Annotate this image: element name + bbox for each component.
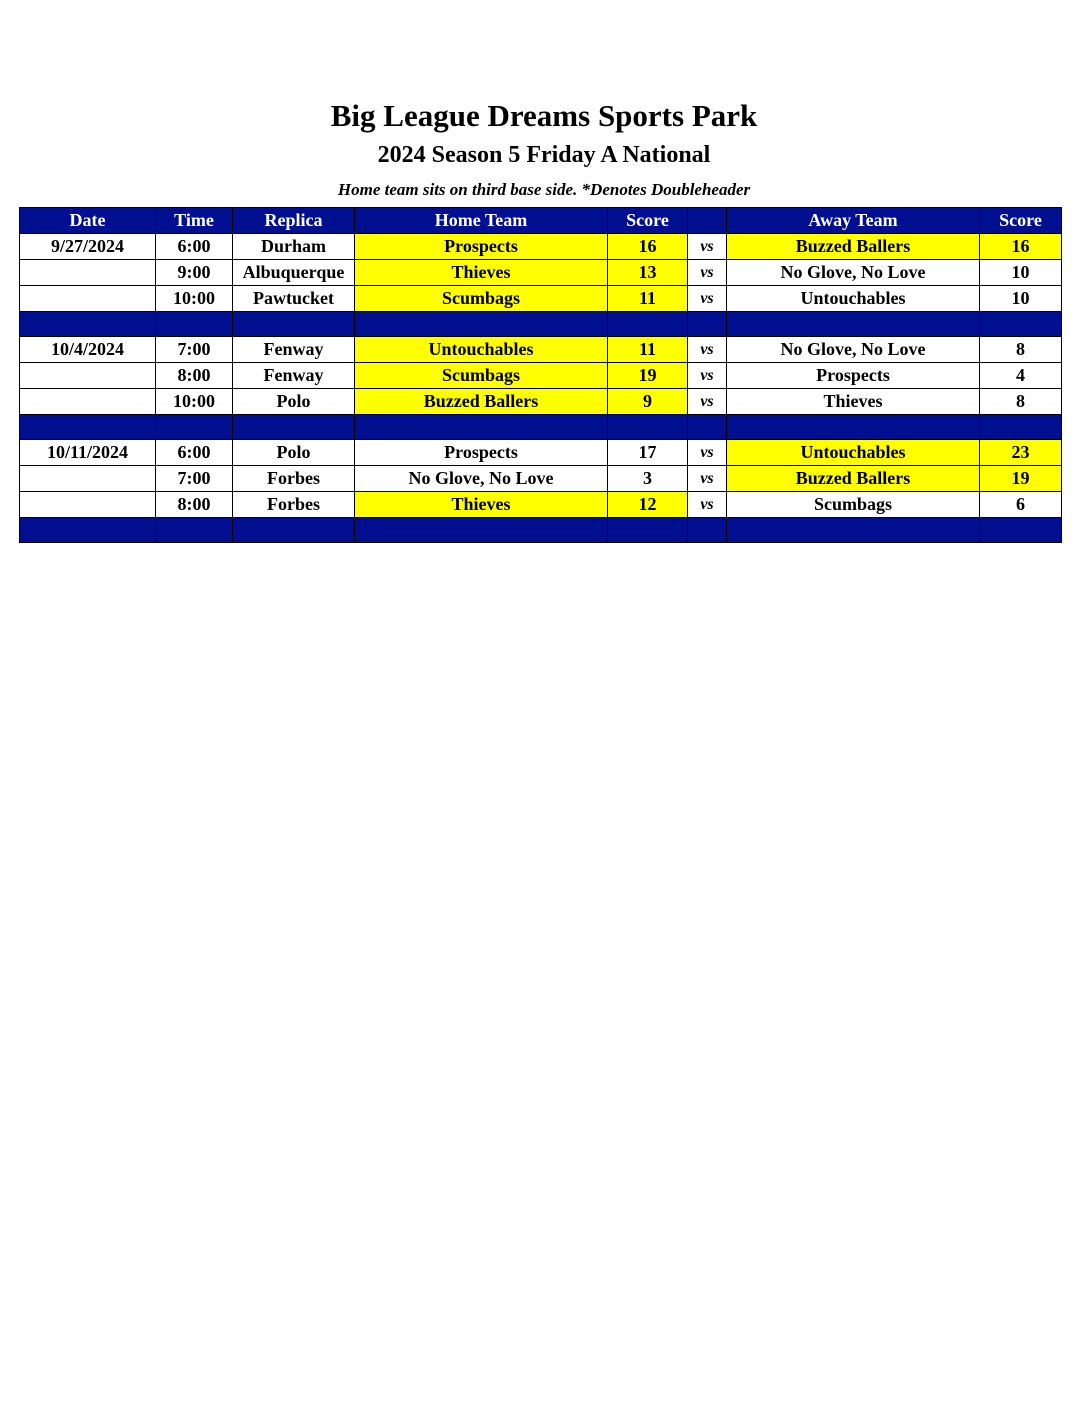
- page-title: Big League Dreams Sports Park: [330, 98, 758, 133]
- away-team-cell: Buzzed Ballers: [727, 466, 980, 492]
- away-team-cell: Untouchables: [727, 286, 980, 312]
- separator-row: [20, 415, 1062, 440]
- column-header: Away Team: [727, 208, 980, 234]
- home-score-cell: 3: [608, 466, 688, 492]
- replica-cell: Forbes: [233, 466, 355, 492]
- away-score-cell: 8: [980, 389, 1062, 415]
- date-cell: [20, 363, 156, 389]
- away-score-cell: 16: [980, 234, 1062, 260]
- table-row: [20, 363, 1062, 389]
- home-team-cell: Scumbags: [355, 286, 608, 312]
- away-score-cell: 10: [980, 260, 1062, 286]
- away-team-cell: No Glove, No Love: [727, 337, 980, 363]
- vs-cell: vs: [688, 260, 727, 286]
- away-score-cell: 6: [980, 492, 1062, 518]
- time-cell: 7:00: [156, 466, 233, 492]
- home-score-cell: 11: [608, 286, 688, 312]
- home-team-cell: No Glove, No Love: [355, 466, 608, 492]
- replica-cell: Albuquerque: [233, 260, 355, 286]
- home-team-cell: Prospects: [355, 440, 608, 466]
- separator-cell: [608, 415, 688, 440]
- time-cell: 6:00: [156, 440, 233, 466]
- table-header-row: [20, 208, 1062, 234]
- separator-cell: [20, 415, 156, 440]
- column-header: Replica: [233, 208, 355, 234]
- vs-cell: vs: [688, 286, 727, 312]
- separator-cell: [233, 312, 355, 337]
- date-cell: 10/4/2024: [20, 337, 156, 363]
- table-row: [20, 286, 1062, 312]
- home-score-cell: 13: [608, 260, 688, 286]
- away-team-cell: No Glove, No Love: [727, 260, 980, 286]
- home-score-cell: 9: [608, 389, 688, 415]
- replica-cell: Pawtucket: [233, 286, 355, 312]
- vs-cell: vs: [688, 492, 727, 518]
- replica-cell: Fenway: [233, 363, 355, 389]
- date-cell: 10/11/2024: [20, 440, 156, 466]
- separator-cell: [688, 415, 727, 440]
- away-score-cell: 10: [980, 286, 1062, 312]
- replica-cell: Forbes: [233, 492, 355, 518]
- away-team-cell: Scumbags: [727, 492, 980, 518]
- replica-cell: Durham: [233, 234, 355, 260]
- separator-cell: [688, 312, 727, 337]
- column-header: Time: [156, 208, 233, 234]
- table-row: [20, 234, 1062, 260]
- vs-cell: vs: [688, 234, 727, 260]
- replica-cell: Polo: [233, 440, 355, 466]
- time-cell: 8:00: [156, 363, 233, 389]
- separator-cell: [980, 312, 1062, 337]
- table-body: [20, 234, 1062, 543]
- time-cell: 9:00: [156, 260, 233, 286]
- column-header: [688, 208, 727, 234]
- home-team-cell: Prospects: [355, 234, 608, 260]
- away-team-cell: Buzzed Ballers: [727, 234, 980, 260]
- page-subtitle: 2024 Season 5 Friday A National: [377, 142, 711, 168]
- separator-cell: [980, 518, 1062, 543]
- date-cell: [20, 492, 156, 518]
- date-cell: [20, 389, 156, 415]
- separator-cell: [727, 518, 980, 543]
- replica-cell: Polo: [233, 389, 355, 415]
- home-team-cell: Buzzed Ballers: [355, 389, 608, 415]
- separator-cell: [355, 518, 608, 543]
- separator-cell: [20, 312, 156, 337]
- separator-cell: [727, 415, 980, 440]
- separator-cell: [156, 415, 233, 440]
- vs-cell: vs: [688, 389, 727, 415]
- schedule-table: [19, 207, 1062, 543]
- away-score-cell: 8: [980, 337, 1062, 363]
- date-cell: 9/27/2024: [20, 234, 156, 260]
- home-team-cell: Untouchables: [355, 337, 608, 363]
- away-team-cell: Untouchables: [727, 440, 980, 466]
- vs-cell: vs: [688, 466, 727, 492]
- separator-cell: [20, 518, 156, 543]
- home-team-cell: Thieves: [355, 492, 608, 518]
- table-row: [20, 260, 1062, 286]
- away-score-cell: 23: [980, 440, 1062, 466]
- separator-cell: [233, 415, 355, 440]
- separator-row: [20, 518, 1062, 543]
- separator-cell: [156, 518, 233, 543]
- table-row: [20, 466, 1062, 492]
- date-cell: [20, 286, 156, 312]
- away-score-cell: 19: [980, 466, 1062, 492]
- home-team-cell: Scumbags: [355, 363, 608, 389]
- vs-cell: vs: [688, 440, 727, 466]
- separator-row: [20, 312, 1062, 337]
- away-team-cell: Prospects: [727, 363, 980, 389]
- column-header: Date: [20, 208, 156, 234]
- column-header: Home Team: [355, 208, 608, 234]
- time-cell: 10:00: [156, 389, 233, 415]
- table-row: [20, 337, 1062, 363]
- date-cell: [20, 260, 156, 286]
- column-header: Score: [608, 208, 688, 234]
- table-row: [20, 389, 1062, 415]
- separator-cell: [688, 518, 727, 543]
- table-row: [20, 492, 1062, 518]
- away-team-cell: Thieves: [727, 389, 980, 415]
- column-header: Score: [980, 208, 1062, 234]
- schedule-note: Home team sits on third base side. *Denotes Doubleheader: [337, 180, 751, 199]
- separator-cell: [727, 312, 980, 337]
- time-cell: 10:00: [156, 286, 233, 312]
- home-score-cell: 17: [608, 440, 688, 466]
- table-row: [20, 440, 1062, 466]
- separator-cell: [233, 518, 355, 543]
- vs-cell: vs: [688, 337, 727, 363]
- home-score-cell: 19: [608, 363, 688, 389]
- separator-cell: [980, 415, 1062, 440]
- separator-cell: [355, 312, 608, 337]
- time-cell: 8:00: [156, 492, 233, 518]
- separator-cell: [355, 415, 608, 440]
- away-score-cell: 4: [980, 363, 1062, 389]
- home-score-cell: 16: [608, 234, 688, 260]
- separator-cell: [608, 518, 688, 543]
- home-score-cell: 11: [608, 337, 688, 363]
- replica-cell: Fenway: [233, 337, 355, 363]
- time-cell: 7:00: [156, 337, 233, 363]
- separator-cell: [608, 312, 688, 337]
- home-team-cell: Thieves: [355, 260, 608, 286]
- time-cell: 6:00: [156, 234, 233, 260]
- home-score-cell: 12: [608, 492, 688, 518]
- vs-cell: vs: [688, 363, 727, 389]
- date-cell: [20, 466, 156, 492]
- separator-cell: [156, 312, 233, 337]
